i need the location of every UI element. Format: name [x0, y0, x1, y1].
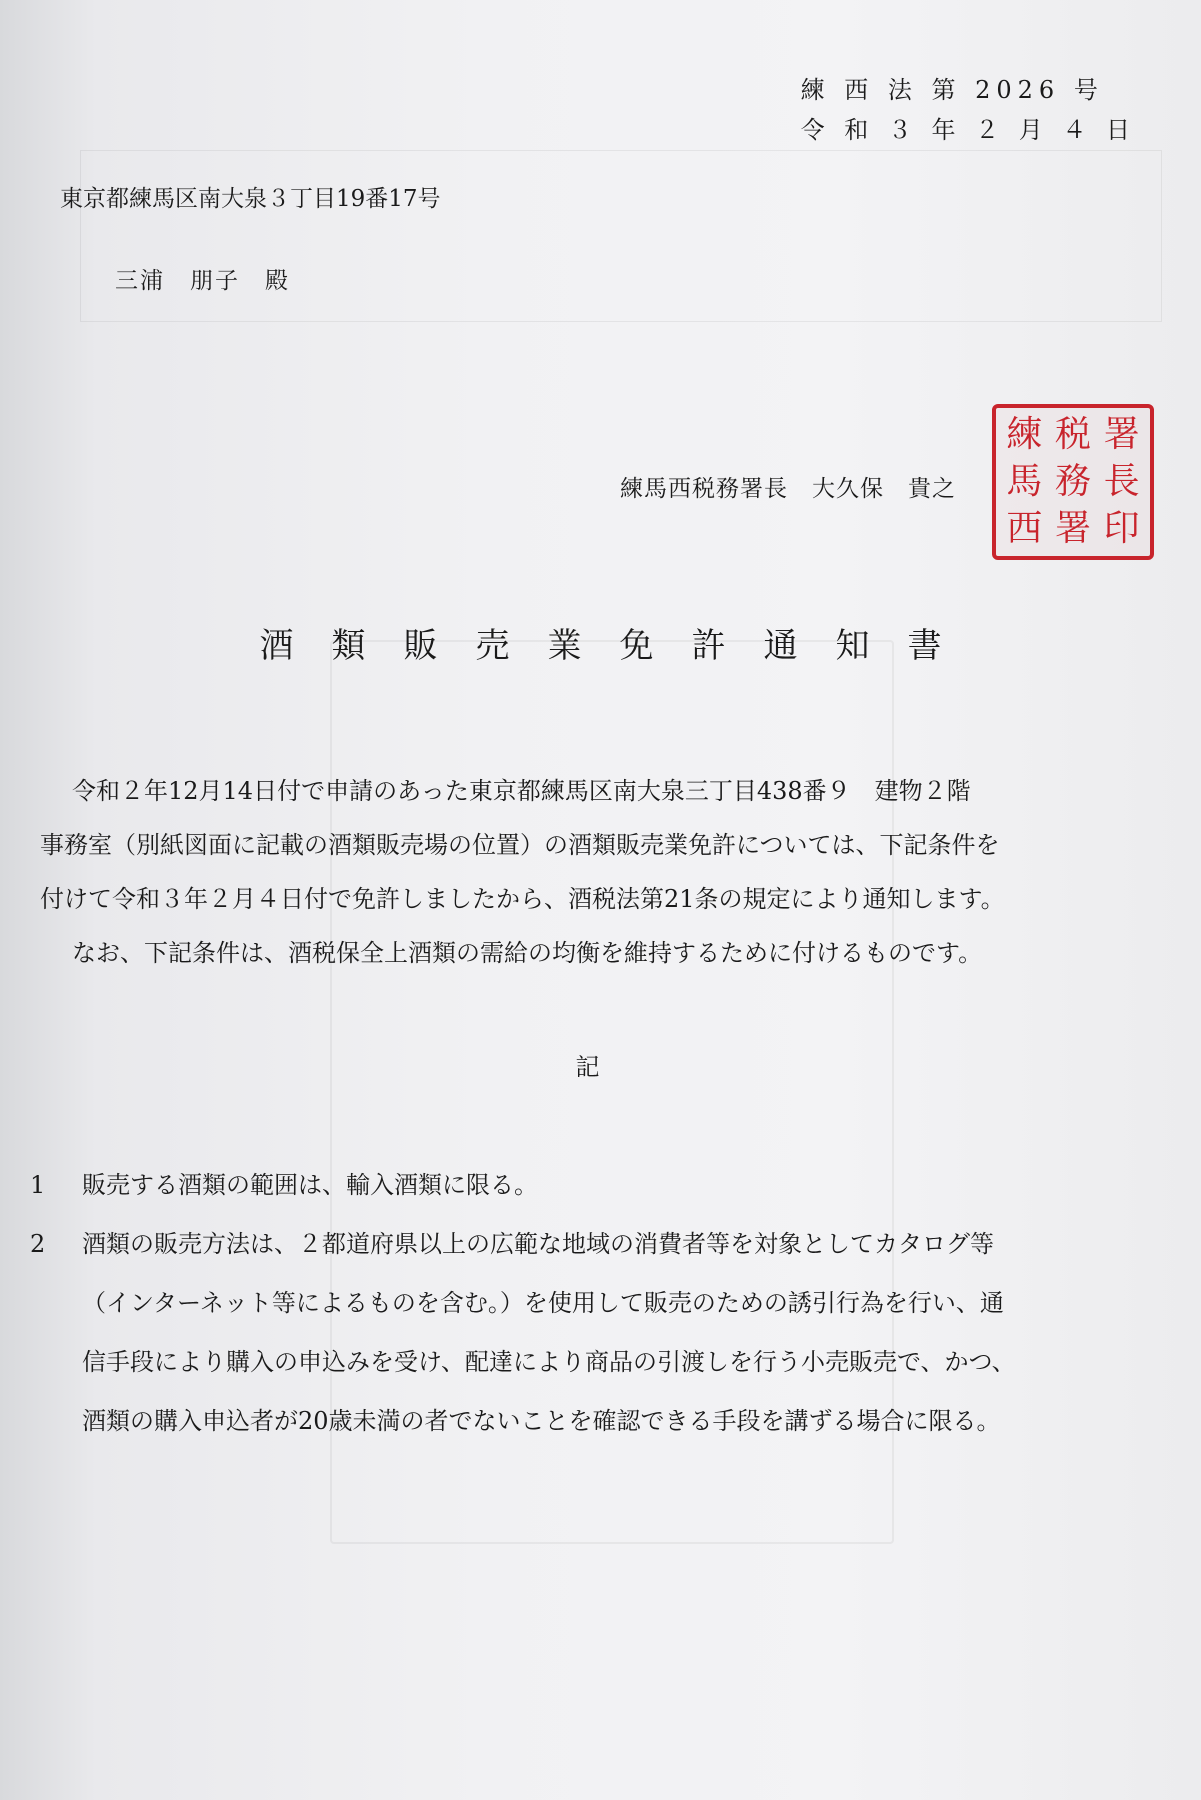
show-through-box	[80, 150, 1162, 322]
seal-char: 署	[1054, 507, 1091, 549]
condition-item	[30, 1215, 1170, 1451]
condition-text	[82, 1156, 1170, 1215]
condition-line: 信手段により購入の申込みを受け、配達により商品の引渡しを行う小売販売で、かつ、	[82, 1348, 1016, 1376]
seal-char: 税	[1054, 414, 1091, 456]
seal-char: 務	[1054, 460, 1091, 502]
reference-number: 練 西 法 第 2026 号	[800, 76, 1104, 104]
notice-body	[40, 764, 1165, 980]
addressee-address: 東京都練馬区南大泉３丁目19番17号	[60, 186, 441, 212]
seal-char: 練	[1006, 414, 1043, 456]
body-line: 事務室（別紙図面に記載の酒類販売場の位置）の酒類販売業免許については、下記条件を	[40, 831, 1000, 859]
condition-item	[30, 1156, 1170, 1215]
seal-char: 西	[1006, 507, 1043, 549]
condition-number: 1	[30, 1171, 46, 1199]
issue-date: 令 和 ３ 年 ２ 月 ４ 日	[800, 116, 1136, 144]
document-title: 酒類販売業免許通知書	[259, 626, 980, 666]
seal-char: 署	[1103, 414, 1140, 456]
addressee-name: 三浦 朋子 殿	[115, 268, 290, 294]
ki-heading: 記	[575, 1053, 600, 1081]
condition-line: 酒類の購入申込者が20歳未満の者でないことを確認できる手段を講ずる場合に限る。	[82, 1407, 1001, 1435]
body-line: なお、下記条件は、酒税保全上酒類の需給の均衡を維持するために付けるものです。	[72, 939, 983, 967]
official-seal	[992, 404, 1154, 560]
body-line: 令和２年12月14日付で申請のあった東京都練馬区南大泉三丁目438番９ 建物２階	[72, 777, 971, 805]
seal-char: 印	[1103, 507, 1140, 549]
conditions-list	[30, 1156, 1170, 1451]
condition-number: 2	[30, 1230, 46, 1258]
seal-char: 馬	[1006, 460, 1043, 502]
condition-line: 販売する酒類の範囲は、輸入酒類に限る。	[82, 1171, 538, 1199]
issuer-line: 練馬西税務署長 大久保 貴之	[620, 476, 956, 502]
body-line: 付けて令和３年２月４日付で免許しましたから、酒税法第21条の規定により通知します。	[40, 885, 1005, 913]
condition-text	[82, 1215, 1170, 1451]
condition-line: 酒類の販売方法は、２都道府県以上の広範な地域の消費者等を対象としてカタログ等	[82, 1230, 994, 1258]
seal-char: 長	[1103, 460, 1140, 502]
condition-line: （インターネット等によるものを含む。）を使用して販売のための誘引行為を行い、通	[82, 1289, 1004, 1317]
document-reference	[801, 70, 1136, 150]
